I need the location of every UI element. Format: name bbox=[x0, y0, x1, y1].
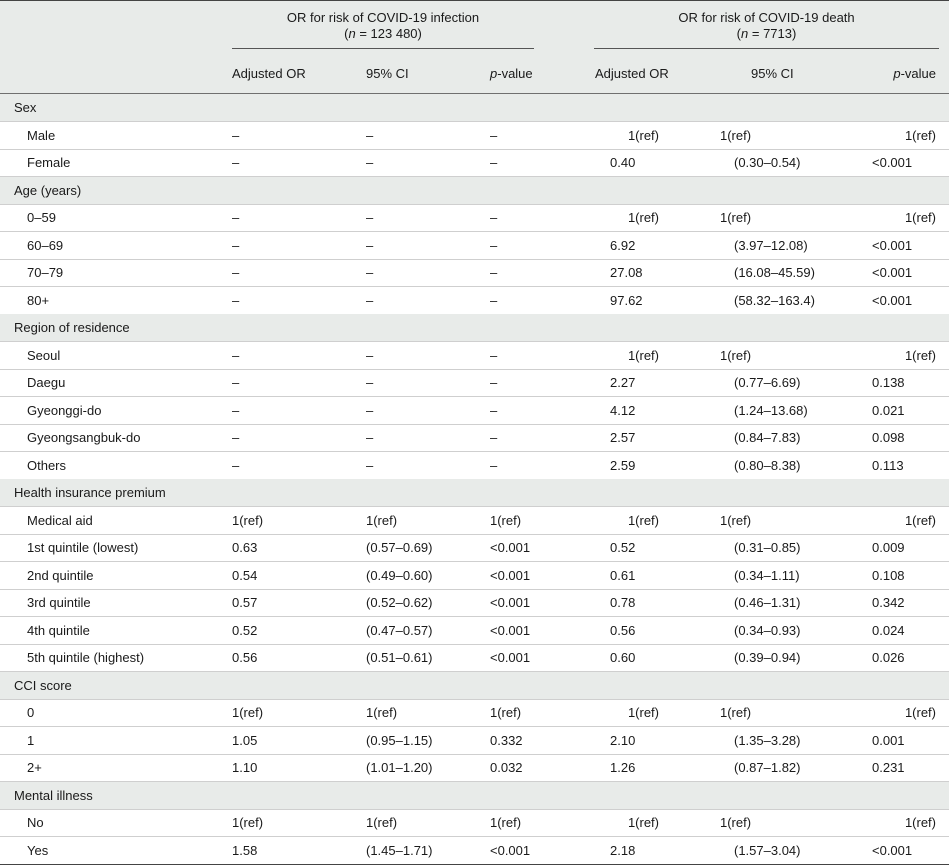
row-label: 0 bbox=[27, 705, 35, 720]
table-row bbox=[0, 727, 949, 755]
infection-p-value: – bbox=[490, 127, 498, 143]
infection-adjusted-or: 0.57 bbox=[232, 595, 258, 610]
death-adjusted-or: 2.18 bbox=[610, 842, 636, 858]
section-title: Sex bbox=[14, 100, 37, 115]
infection-ci: (0.47–0.57) bbox=[366, 622, 433, 638]
infection-p-value: – bbox=[490, 292, 498, 308]
table-row bbox=[0, 644, 949, 672]
infection-p-value: <0.001 bbox=[490, 540, 531, 555]
infection-ci: – bbox=[366, 457, 374, 473]
death-adjusted-or: 1(ref) bbox=[627, 512, 659, 528]
row-label: 60–69 bbox=[27, 237, 64, 253]
infection-p-value: – bbox=[490, 375, 498, 390]
infection-p-value: – bbox=[490, 237, 498, 253]
infection-p-value: <0.001 bbox=[490, 567, 531, 583]
infection-ci: (1.01–1.20) bbox=[366, 760, 433, 775]
section-title: Mental illness bbox=[14, 787, 93, 803]
death-adjusted-or: 0.40 bbox=[610, 155, 636, 170]
death-adjusted-or: 0.60 bbox=[610, 650, 636, 665]
death-adjusted-or: 6.92 bbox=[610, 237, 636, 253]
infection-adjusted-or: – bbox=[232, 402, 240, 418]
row-label: 5th quintile (highest) bbox=[27, 650, 145, 665]
infection-ci: – bbox=[366, 155, 374, 170]
death-ci: (0.77–6.69) bbox=[734, 375, 801, 390]
infection-p-value: – bbox=[490, 457, 498, 473]
row-label: 1st quintile (lowest) bbox=[27, 540, 139, 555]
row-label: 4th quintile bbox=[27, 622, 90, 638]
table-row bbox=[0, 507, 949, 535]
col-death-p-value: p-value bbox=[893, 66, 936, 81]
death-ci: (0.84–7.83) bbox=[734, 430, 801, 445]
infection-p-value: – bbox=[490, 265, 498, 280]
infection-adjusted-or: 1(ref) bbox=[232, 815, 264, 830]
infection-adjusted-or: 0.54 bbox=[232, 567, 258, 583]
row-label: Daegu bbox=[27, 375, 66, 390]
death-adjusted-or: 2.59 bbox=[610, 457, 636, 473]
death-ci: 1(ref) bbox=[720, 127, 752, 143]
section-row bbox=[0, 672, 949, 700]
death-p-value: 0.009 bbox=[872, 540, 905, 555]
death-p-value: 0.021 bbox=[872, 402, 905, 418]
death-adjusted-or: 2.57 bbox=[610, 430, 636, 445]
table-row bbox=[0, 617, 949, 645]
section-row bbox=[0, 782, 949, 810]
infection-adjusted-or: 1.10 bbox=[232, 760, 258, 775]
table-row bbox=[0, 424, 949, 452]
death-adjusted-or: 1(ref) bbox=[627, 127, 659, 143]
row-label: Male bbox=[27, 127, 56, 143]
table-row bbox=[0, 809, 949, 837]
death-group-rule bbox=[594, 48, 939, 49]
section-title: Age (years) bbox=[14, 182, 82, 198]
infection-ci: (0.57–0.69) bbox=[366, 540, 433, 555]
infection-ci: – bbox=[366, 292, 374, 308]
death-ci: (0.30–0.54) bbox=[734, 155, 801, 170]
death-ci: (0.34–1.11) bbox=[734, 567, 800, 583]
death-ci: 1(ref) bbox=[720, 347, 752, 363]
death-p-value: <0.001 bbox=[872, 155, 913, 170]
death-ci: (0.34–0.93) bbox=[734, 622, 801, 638]
death-ci: (1.24–13.68) bbox=[734, 402, 808, 418]
col-infection-p-value: p-value bbox=[490, 66, 533, 81]
death-p-value: 1(ref) bbox=[904, 210, 936, 225]
infection-group-rule bbox=[232, 48, 534, 49]
infection-adjusted-or: – bbox=[232, 127, 240, 143]
infection-ci: – bbox=[366, 237, 374, 253]
infection-adjusted-or: – bbox=[232, 430, 240, 445]
infection-adjusted-or: – bbox=[232, 347, 240, 363]
infection-p-value: 0.032 bbox=[490, 760, 523, 775]
infection-ci: – bbox=[366, 402, 374, 418]
infection-adjusted-or: – bbox=[232, 210, 240, 225]
infection-ci: 1(ref) bbox=[366, 815, 398, 830]
row-label: 80+ bbox=[27, 292, 50, 308]
death-ci: 1(ref) bbox=[720, 815, 752, 830]
row-label: Gyeongsangbuk-do bbox=[27, 430, 141, 445]
table-row bbox=[0, 754, 949, 782]
infection-adjusted-or: – bbox=[232, 155, 240, 170]
col-death-ci: 95% CI bbox=[751, 66, 794, 81]
death-ci: (0.46–1.31) bbox=[734, 595, 801, 610]
death-adjusted-or: 0.61 bbox=[610, 567, 636, 583]
death-p-value: 0.138 bbox=[872, 375, 905, 390]
section-row bbox=[0, 479, 949, 507]
death-ci: 1(ref) bbox=[720, 705, 752, 720]
infection-p-value: – bbox=[490, 430, 498, 445]
table-row bbox=[0, 837, 949, 865]
row-label: 1 bbox=[27, 732, 35, 748]
death-group-header bbox=[594, 10, 939, 42]
infection-ci: (0.95–1.15) bbox=[366, 732, 433, 748]
death-adjusted-or: 1(ref) bbox=[627, 705, 659, 720]
infection-ci: – bbox=[366, 210, 374, 225]
section-title: CCI score bbox=[14, 677, 72, 693]
infection-p-value: – bbox=[490, 210, 498, 225]
death-ci: (0.31–0.85) bbox=[734, 540, 801, 555]
infection-ci: – bbox=[366, 347, 374, 363]
infection-adjusted-or: 1(ref) bbox=[232, 512, 264, 528]
infection-adjusted-or: 0.63 bbox=[232, 540, 258, 555]
infection-adjusted-or: 1(ref) bbox=[232, 705, 264, 720]
death-p-value: 0.113 bbox=[872, 457, 904, 473]
table-row bbox=[0, 232, 949, 260]
death-adjusted-or: 0.56 bbox=[610, 622, 636, 638]
infection-title: OR for risk of COVID-19 infection bbox=[286, 10, 480, 25]
row-label: Medical aid bbox=[27, 512, 93, 528]
table-row bbox=[0, 562, 949, 590]
infection-p-value: 1(ref) bbox=[490, 512, 522, 528]
col-death-adjusted-or: Adjusted OR bbox=[595, 66, 669, 81]
infection-p-value: <0.001 bbox=[490, 622, 531, 638]
col-infection-ci: 95% CI bbox=[366, 66, 409, 81]
infection-ci: (1.45–1.71) bbox=[366, 842, 433, 858]
infection-adjusted-or: 1.05 bbox=[232, 732, 258, 748]
infection-adjusted-or: – bbox=[232, 265, 240, 280]
infection-p-value: – bbox=[490, 347, 498, 363]
infection-adjusted-or: 1.58 bbox=[232, 842, 258, 858]
death-p-value: 1(ref) bbox=[904, 512, 936, 528]
section-title: Health insurance premium bbox=[14, 485, 166, 500]
death-adjusted-or: 0.78 bbox=[610, 595, 636, 610]
death-p-value: 0.108 bbox=[872, 567, 905, 583]
infection-ci: 1(ref) bbox=[366, 512, 398, 528]
infection-p-value: <0.001 bbox=[490, 842, 531, 858]
section-row bbox=[0, 177, 949, 205]
death-adjusted-or: 0.52 bbox=[610, 540, 636, 555]
death-p-value: 0.342 bbox=[872, 595, 905, 610]
death-ci: (1.35–3.28) bbox=[734, 732, 801, 748]
table-row bbox=[0, 149, 949, 177]
infection-p-value: 1(ref) bbox=[490, 815, 522, 830]
infection-p-value: 0.332 bbox=[490, 732, 523, 748]
infection-adjusted-or: – bbox=[232, 292, 240, 308]
death-ci: (58.32–163.4) bbox=[734, 292, 815, 308]
infection-p-value: – bbox=[490, 155, 498, 170]
death-p-value: 1(ref) bbox=[904, 127, 936, 143]
infection-adjusted-or: – bbox=[232, 237, 240, 253]
table-header bbox=[0, 0, 949, 94]
death-adjusted-or: 27.08 bbox=[610, 265, 643, 280]
death-ci: (3.97–12.08) bbox=[734, 237, 808, 253]
death-adjusted-or: 2.27 bbox=[610, 375, 636, 390]
death-ci: (0.80–8.38) bbox=[734, 457, 801, 473]
death-p-value: 0.026 bbox=[872, 650, 905, 665]
infection-adjusted-or: – bbox=[232, 457, 240, 473]
col-infection-adjusted-or: Adjusted OR bbox=[232, 66, 306, 81]
row-label: Seoul bbox=[27, 347, 61, 363]
death-ci: (0.39–0.94) bbox=[734, 650, 801, 665]
death-adjusted-or: 1(ref) bbox=[627, 815, 659, 830]
row-label: 2nd quintile bbox=[27, 567, 94, 583]
death-adjusted-or: 2.10 bbox=[610, 732, 636, 748]
infection-ci: (0.52–0.62) bbox=[366, 595, 433, 610]
death-p-value: <0.001 bbox=[872, 237, 913, 253]
death-adjusted-or: 1.26 bbox=[610, 760, 636, 775]
table-row bbox=[0, 342, 949, 370]
row-label: 0–59 bbox=[27, 210, 56, 225]
death-p-value: 1(ref) bbox=[904, 815, 936, 830]
table-row bbox=[0, 122, 949, 150]
section-row bbox=[0, 314, 949, 342]
row-label: Others bbox=[27, 457, 67, 473]
death-ci: (16.08–45.59) bbox=[734, 265, 815, 280]
table-row bbox=[0, 699, 949, 727]
infection-ci: 1(ref) bbox=[366, 705, 398, 720]
death-adjusted-or: 4.12 bbox=[610, 402, 636, 418]
section-title: Region of residence bbox=[14, 320, 130, 335]
death-ci: (0.87–1.82) bbox=[734, 760, 801, 775]
infection-p-value: <0.001 bbox=[490, 595, 531, 610]
infection-adjusted-or: 0.52 bbox=[232, 622, 258, 638]
death-title: OR for risk of COVID-19 death bbox=[678, 10, 855, 25]
table-row bbox=[0, 204, 949, 232]
infection-ci: (0.51–0.61) bbox=[366, 650, 433, 665]
death-ci: (1.57–3.04) bbox=[734, 842, 801, 858]
row-label: 70–79 bbox=[27, 265, 64, 280]
infection-ci: (0.49–0.60) bbox=[366, 567, 433, 583]
section-row bbox=[0, 94, 949, 122]
table-row bbox=[0, 369, 949, 397]
death-ci: 1(ref) bbox=[720, 512, 752, 528]
infection-group-header bbox=[232, 10, 534, 42]
row-label: No bbox=[27, 815, 44, 830]
row-label: 2+ bbox=[27, 760, 42, 775]
death-adjusted-or: 1(ref) bbox=[627, 347, 659, 363]
table-row bbox=[0, 534, 949, 562]
infection-ci: – bbox=[366, 127, 374, 143]
death-p-value: 1(ref) bbox=[904, 347, 936, 363]
infection-adjusted-or: 0.56 bbox=[232, 650, 258, 665]
table-row bbox=[0, 259, 949, 287]
infection-adjusted-or: – bbox=[232, 375, 240, 390]
infection-sample-size: (n = 123 480) bbox=[344, 26, 422, 41]
row-label: Yes bbox=[27, 842, 49, 858]
table-row bbox=[0, 287, 949, 315]
infection-p-value: <0.001 bbox=[490, 650, 531, 665]
death-p-value: <0.001 bbox=[872, 292, 913, 308]
death-sample-size: (n = 7713) bbox=[736, 26, 797, 41]
infection-p-value: – bbox=[490, 402, 498, 418]
row-label: Female bbox=[27, 155, 71, 170]
death-p-value: 0.098 bbox=[872, 430, 905, 445]
death-adjusted-or: 1(ref) bbox=[627, 210, 659, 225]
infection-ci: – bbox=[366, 430, 374, 445]
death-p-value: 0.231 bbox=[872, 760, 905, 775]
table-row bbox=[0, 452, 949, 480]
death-p-value: 0.024 bbox=[872, 622, 905, 638]
infection-p-value: 1(ref) bbox=[490, 705, 522, 720]
death-p-value: <0.001 bbox=[872, 842, 913, 858]
row-label: Gyeonggi-do bbox=[27, 402, 102, 418]
table-row bbox=[0, 589, 949, 617]
row-label: 3rd quintile bbox=[27, 595, 91, 610]
infection-ci: – bbox=[366, 375, 374, 390]
death-p-value: 0.001 bbox=[872, 732, 905, 748]
death-p-value: <0.001 bbox=[872, 265, 913, 280]
table-row bbox=[0, 397, 949, 425]
infection-ci: – bbox=[366, 265, 374, 280]
death-p-value: 1(ref) bbox=[904, 705, 936, 720]
death-adjusted-or: 97.62 bbox=[610, 292, 643, 308]
death-ci: 1(ref) bbox=[720, 210, 752, 225]
